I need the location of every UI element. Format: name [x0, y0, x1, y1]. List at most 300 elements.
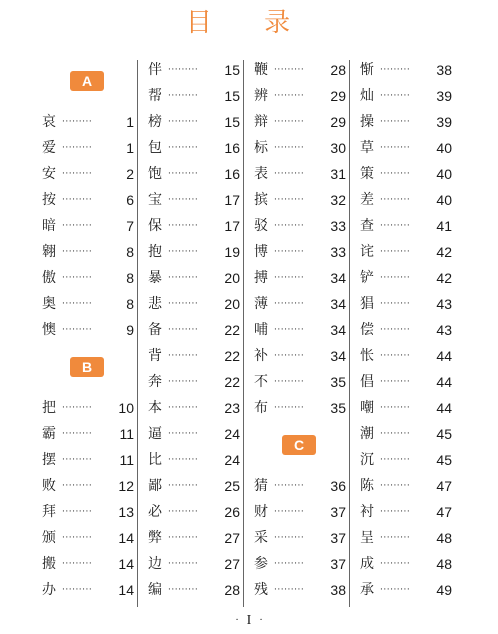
leader-dots: ········· — [380, 143, 411, 153]
entry-page-number: 22 — [224, 374, 240, 390]
entry-page-number: 37 — [330, 556, 346, 572]
footer-dot: · — [259, 615, 263, 626]
leader-dots: ········· — [168, 143, 199, 153]
leader-dots: ········· — [274, 351, 305, 361]
index-entry[interactable] — [42, 239, 134, 265]
index-entry[interactable] — [360, 551, 452, 577]
entry-character: 懊 — [42, 322, 56, 338]
section-header — [254, 421, 346, 473]
index-entry[interactable] — [148, 473, 240, 499]
leader-dots: ········· — [62, 195, 93, 205]
index-entry[interactable] — [42, 213, 134, 239]
entry-page-number: 7 — [126, 218, 134, 234]
entry-page-number: 34 — [330, 296, 346, 312]
entry-page-number: 47 — [436, 478, 452, 494]
entry-page-number: 28 — [224, 582, 240, 598]
index-entry[interactable] — [148, 239, 240, 265]
entry-character: 宝 — [148, 192, 162, 208]
column-divider — [243, 60, 244, 607]
entry-page-number: 44 — [436, 374, 452, 390]
index-entry[interactable] — [254, 577, 346, 603]
index-entry[interactable] — [360, 369, 452, 395]
leader-dots: ········· — [274, 585, 305, 595]
entry-character: 策 — [360, 166, 374, 182]
index-entry[interactable] — [148, 577, 240, 603]
leader-dots: ········· — [274, 325, 305, 335]
entry-page-number: 22 — [224, 322, 240, 338]
entry-page-number: 40 — [436, 192, 452, 208]
entry-page-number: 29 — [330, 88, 346, 104]
entry-page-number: 24 — [224, 426, 240, 442]
leader-dots: ········· — [380, 429, 411, 439]
leader-dots: ········· — [168, 221, 199, 231]
entry-character: 本 — [148, 400, 162, 416]
entry-character: 诧 — [360, 244, 374, 260]
entry-page-number: 26 — [224, 504, 240, 520]
entry-character: 办 — [42, 582, 56, 598]
entry-character: 编 — [148, 582, 162, 598]
index-entry[interactable] — [254, 135, 346, 161]
leader-dots: ········· — [168, 273, 199, 283]
leader-dots: ········· — [168, 403, 199, 413]
index-column-2 — [148, 57, 240, 603]
entry-page-number: 25 — [224, 478, 240, 494]
entry-character: 怅 — [360, 348, 374, 364]
index-entry[interactable] — [254, 291, 346, 317]
index-entry[interactable] — [360, 239, 452, 265]
entry-character: 采 — [254, 530, 268, 546]
entry-character: 猜 — [254, 478, 268, 494]
leader-dots: ········· — [380, 351, 411, 361]
index-entry[interactable] — [254, 239, 346, 265]
index-entry[interactable] — [254, 551, 346, 577]
index-entry[interactable] — [254, 369, 346, 395]
leader-dots: ········· — [62, 481, 93, 491]
index-entry[interactable] — [148, 317, 240, 343]
entry-page-number: 34 — [330, 322, 346, 338]
entry-character: 安 — [42, 166, 56, 182]
entry-character: 保 — [148, 218, 162, 234]
entry-character: 博 — [254, 244, 268, 260]
leader-dots: ········· — [380, 559, 411, 569]
index-entry[interactable] — [42, 187, 134, 213]
entry-page-number: 27 — [224, 530, 240, 546]
index-entry[interactable] — [254, 57, 346, 83]
leader-dots: ········· — [168, 481, 199, 491]
index-entry[interactable] — [360, 57, 452, 83]
entry-character: 表 — [254, 166, 268, 182]
entry-page-number: 42 — [436, 244, 452, 260]
entry-character: 补 — [254, 348, 268, 364]
entry-page-number: 41 — [436, 218, 452, 234]
leader-dots: ········· — [274, 299, 305, 309]
section-badge: A — [70, 71, 104, 91]
index-entry[interactable] — [148, 57, 240, 83]
entry-character: 沉 — [360, 452, 374, 468]
index-entry[interactable] — [42, 447, 134, 473]
entry-page-number: 40 — [436, 166, 452, 182]
entry-character: 辨 — [254, 88, 268, 104]
entry-character: 奔 — [148, 374, 162, 390]
entry-character: 残 — [254, 582, 268, 598]
leader-dots: ········· — [380, 169, 411, 179]
entry-character: 搬 — [42, 556, 56, 572]
entry-page-number: 31 — [330, 166, 346, 182]
entry-character: 陈 — [360, 478, 374, 494]
index-entry[interactable] — [254, 83, 346, 109]
entry-character: 败 — [42, 478, 56, 494]
entry-page-number: 15 — [224, 62, 240, 78]
leader-dots: ········· — [274, 507, 305, 517]
entry-page-number: 8 — [126, 296, 134, 312]
index-entry[interactable] — [254, 473, 346, 499]
entry-character: 暴 — [148, 270, 162, 286]
index-entry[interactable] — [42, 395, 134, 421]
entry-page-number: 49 — [436, 582, 452, 598]
entry-character: 潮 — [360, 426, 374, 442]
index-entry[interactable] — [254, 317, 346, 343]
leader-dots: ········· — [380, 247, 411, 257]
leader-dots: ········· — [380, 273, 411, 283]
leader-dots: ········· — [274, 403, 305, 413]
index-entry[interactable] — [360, 421, 452, 447]
leader-dots: ········· — [274, 143, 305, 153]
page-title: 目 录 — [185, 8, 313, 38]
index-entry[interactable] — [254, 161, 346, 187]
index-entry[interactable] — [360, 473, 452, 499]
index-entry[interactable] — [254, 109, 346, 135]
entry-character: 榜 — [148, 114, 162, 130]
index-entry[interactable] — [148, 213, 240, 239]
index-entry[interactable] — [148, 265, 240, 291]
index-entry[interactable] — [148, 447, 240, 473]
leader-dots: ········· — [168, 195, 199, 205]
entry-page-number: 34 — [330, 270, 346, 286]
index-entry[interactable] — [360, 213, 452, 239]
entry-page-number: 29 — [330, 114, 346, 130]
leader-dots: ········· — [62, 299, 93, 309]
entry-character: 弊 — [148, 530, 162, 546]
section-header — [42, 343, 134, 395]
entry-page-number: 37 — [330, 504, 346, 520]
entry-character: 傲 — [42, 270, 56, 286]
entry-page-number: 34 — [330, 348, 346, 364]
index-entry[interactable] — [42, 109, 134, 135]
entry-character: 边 — [148, 556, 162, 572]
entry-page-number: 1 — [126, 114, 134, 130]
entry-page-number: 6 — [126, 192, 134, 208]
leader-dots: ········· — [62, 221, 93, 231]
entry-page-number: 38 — [436, 62, 452, 78]
index-entry[interactable] — [254, 395, 346, 421]
leader-dots: ········· — [274, 91, 305, 101]
leader-dots: ········· — [62, 559, 93, 569]
entry-character: 抱 — [148, 244, 162, 260]
index-entry[interactable] — [148, 135, 240, 161]
entry-page-number: 1 — [126, 140, 134, 156]
entry-page-number: 20 — [224, 270, 240, 286]
leader-dots: ········· — [168, 117, 199, 127]
entry-character: 翱 — [42, 244, 56, 260]
leader-dots: ········· — [380, 507, 411, 517]
leader-dots: ········· — [380, 455, 411, 465]
entry-page-number: 16 — [224, 166, 240, 182]
entry-page-number: 10 — [118, 400, 134, 416]
index-entry[interactable] — [42, 499, 134, 525]
leader-dots: ········· — [62, 585, 93, 595]
entry-character: 草 — [360, 140, 374, 156]
entry-character: 差 — [360, 192, 374, 208]
leader-dots: ········· — [168, 351, 199, 361]
entry-page-number: 45 — [436, 452, 452, 468]
entry-page-number: 11 — [119, 452, 134, 468]
section-badge: C — [282, 435, 316, 455]
entry-character: 衬 — [360, 504, 374, 520]
leader-dots: ········· — [274, 169, 305, 179]
index-entry[interactable] — [42, 317, 134, 343]
entry-page-number: 12 — [118, 478, 134, 494]
leader-dots: ········· — [274, 273, 305, 283]
entry-page-number: 17 — [224, 218, 240, 234]
index-entry[interactable] — [360, 577, 452, 603]
entry-page-number: 11 — [119, 426, 134, 442]
entry-character: 包 — [148, 140, 162, 156]
entry-character: 拜 — [42, 504, 56, 520]
index-entry[interactable] — [360, 525, 452, 551]
page-footer — [0, 612, 498, 630]
index-entry[interactable] — [42, 577, 134, 603]
entry-page-number: 32 — [330, 192, 346, 208]
entry-character: 帮 — [148, 88, 162, 104]
entry-page-number: 33 — [330, 218, 346, 234]
index-entry[interactable] — [148, 109, 240, 135]
index-entry[interactable] — [42, 421, 134, 447]
leader-dots: ········· — [168, 325, 199, 335]
entry-character: 备 — [148, 322, 162, 338]
entry-page-number: 42 — [436, 270, 452, 286]
entry-character: 背 — [148, 348, 162, 364]
entry-page-number: 13 — [118, 504, 134, 520]
entry-page-number: 15 — [224, 88, 240, 104]
entry-page-number: 43 — [436, 322, 452, 338]
entry-character: 按 — [42, 192, 56, 208]
leader-dots: ········· — [380, 91, 411, 101]
leader-dots: ········· — [168, 585, 199, 595]
entry-character: 摈 — [254, 192, 268, 208]
entry-character: 查 — [360, 218, 374, 234]
entry-character: 辩 — [254, 114, 268, 130]
index-entry[interactable] — [148, 291, 240, 317]
leader-dots: ········· — [62, 325, 93, 335]
leader-dots: ········· — [380, 65, 411, 75]
index-entry[interactable] — [148, 343, 240, 369]
entry-character: 惭 — [360, 62, 374, 78]
index-entry[interactable] — [148, 551, 240, 577]
entry-character: 伴 — [148, 62, 162, 78]
section-header — [42, 57, 134, 109]
leader-dots: ········· — [168, 507, 199, 517]
entry-page-number: 24 — [224, 452, 240, 468]
index-column-1 — [42, 57, 134, 603]
entry-page-number: 20 — [224, 296, 240, 312]
entry-character: 财 — [254, 504, 268, 520]
entry-character: 驳 — [254, 218, 268, 234]
leader-dots: ········· — [62, 403, 93, 413]
entry-character: 爱 — [42, 140, 56, 156]
entry-page-number: 39 — [436, 88, 452, 104]
entry-character: 布 — [254, 400, 268, 416]
index-entry[interactable] — [42, 473, 134, 499]
entry-page-number: 2 — [126, 166, 134, 182]
entry-page-number: 14 — [118, 582, 134, 598]
section-badge: B — [70, 357, 104, 377]
entry-page-number: 8 — [126, 270, 134, 286]
index-entry[interactable] — [254, 187, 346, 213]
entry-page-number: 28 — [330, 62, 346, 78]
index-entry[interactable] — [148, 395, 240, 421]
footer-dot: · — [235, 615, 239, 626]
entry-character: 偿 — [360, 322, 374, 338]
leader-dots: ········· — [62, 117, 93, 127]
entry-character: 颁 — [42, 530, 56, 546]
entry-character: 呈 — [360, 530, 374, 546]
leader-dots: ········· — [168, 533, 199, 543]
entry-page-number: 48 — [436, 530, 452, 546]
entry-page-number: 35 — [330, 400, 346, 416]
index-entry[interactable] — [360, 447, 452, 473]
index-entry[interactable] — [148, 499, 240, 525]
leader-dots: ········· — [62, 429, 93, 439]
index-entry[interactable] — [360, 499, 452, 525]
entry-page-number: 9 — [126, 322, 134, 338]
index-entry[interactable] — [254, 213, 346, 239]
index-entry[interactable] — [148, 161, 240, 187]
leader-dots: ········· — [274, 247, 305, 257]
entry-page-number: 16 — [224, 140, 240, 156]
index-entry[interactable] — [148, 525, 240, 551]
index-column-4 — [360, 57, 452, 603]
leader-dots: ········· — [274, 65, 305, 75]
entry-page-number: 30 — [330, 140, 346, 156]
index-entry[interactable] — [42, 291, 134, 317]
entry-character: 逼 — [148, 426, 162, 442]
entry-page-number: 47 — [436, 504, 452, 520]
entry-page-number: 35 — [330, 374, 346, 390]
leader-dots: ········· — [168, 455, 199, 465]
entry-character: 嘲 — [360, 400, 374, 416]
index-entry[interactable] — [360, 265, 452, 291]
index-entry[interactable] — [148, 83, 240, 109]
entry-character: 成 — [360, 556, 374, 572]
entry-page-number: 45 — [436, 426, 452, 442]
entry-page-number: 38 — [330, 582, 346, 598]
entry-page-number: 15 — [224, 114, 240, 130]
entry-character: 哀 — [42, 114, 56, 130]
leader-dots: ········· — [62, 455, 93, 465]
leader-dots: ········· — [168, 169, 199, 179]
entry-page-number: 14 — [118, 530, 134, 546]
leader-dots: ········· — [274, 481, 305, 491]
leader-dots: ········· — [380, 585, 411, 595]
leader-dots: ········· — [380, 533, 411, 543]
index-entry[interactable] — [42, 525, 134, 551]
entry-character: 参 — [254, 556, 268, 572]
index-entry[interactable] — [360, 83, 452, 109]
index-entry[interactable] — [360, 317, 452, 343]
leader-dots: ········· — [380, 403, 411, 413]
entry-character: 悲 — [148, 296, 162, 312]
entry-character: 灿 — [360, 88, 374, 104]
index-entry[interactable] — [360, 395, 452, 421]
leader-dots: ········· — [62, 143, 93, 153]
entry-character: 哺 — [254, 322, 268, 338]
entry-page-number: 44 — [436, 348, 452, 364]
entry-page-number: 36 — [330, 478, 346, 494]
entry-page-number: 14 — [118, 556, 134, 572]
leader-dots: ········· — [168, 91, 199, 101]
entry-page-number: 48 — [436, 556, 452, 572]
entry-character: 倡 — [360, 374, 374, 390]
index-entry[interactable] — [360, 343, 452, 369]
leader-dots: ········· — [168, 65, 199, 75]
index-entry[interactable] — [254, 499, 346, 525]
index-entry[interactable] — [360, 187, 452, 213]
index-entry[interactable] — [254, 265, 346, 291]
leader-dots: ········· — [380, 481, 411, 491]
leader-dots: ········· — [168, 247, 199, 257]
entry-page-number: 27 — [224, 556, 240, 572]
leader-dots: ········· — [380, 221, 411, 231]
entry-character: 鞭 — [254, 62, 268, 78]
index-entry[interactable] — [42, 161, 134, 187]
entry-page-number: 39 — [436, 114, 452, 130]
entry-page-number: 23 — [224, 400, 240, 416]
entry-page-number: 8 — [126, 244, 134, 260]
index-entry[interactable] — [148, 187, 240, 213]
entry-character: 猖 — [360, 296, 374, 312]
leader-dots: ········· — [380, 325, 411, 335]
entry-character: 摆 — [42, 452, 56, 468]
index-entry[interactable] — [42, 265, 134, 291]
leader-dots: ········· — [168, 299, 199, 309]
leader-dots: ········· — [380, 195, 411, 205]
index-entry[interactable] — [254, 343, 346, 369]
index-entry[interactable] — [148, 369, 240, 395]
index-entry[interactable] — [360, 135, 452, 161]
entry-character: 承 — [360, 582, 374, 598]
page-number: I — [246, 613, 252, 629]
leader-dots: ········· — [168, 429, 199, 439]
index-entry[interactable] — [254, 525, 346, 551]
index-entry[interactable] — [360, 291, 452, 317]
column-divider — [137, 60, 138, 607]
leader-dots: ········· — [274, 221, 305, 231]
entry-character: 标 — [254, 140, 268, 156]
leader-dots: ········· — [274, 195, 305, 205]
index-entry[interactable] — [360, 161, 452, 187]
entry-character: 不 — [254, 374, 268, 390]
index-entry[interactable] — [360, 109, 452, 135]
index-entry[interactable] — [148, 421, 240, 447]
entry-character: 奥 — [42, 296, 56, 312]
leader-dots: ········· — [274, 117, 305, 127]
index-entry[interactable] — [42, 551, 134, 577]
index-entry[interactable] — [42, 135, 134, 161]
leader-dots: ········· — [62, 533, 93, 543]
leader-dots: ········· — [168, 559, 199, 569]
leader-dots: ········· — [168, 377, 199, 387]
entry-character: 搏 — [254, 270, 268, 286]
